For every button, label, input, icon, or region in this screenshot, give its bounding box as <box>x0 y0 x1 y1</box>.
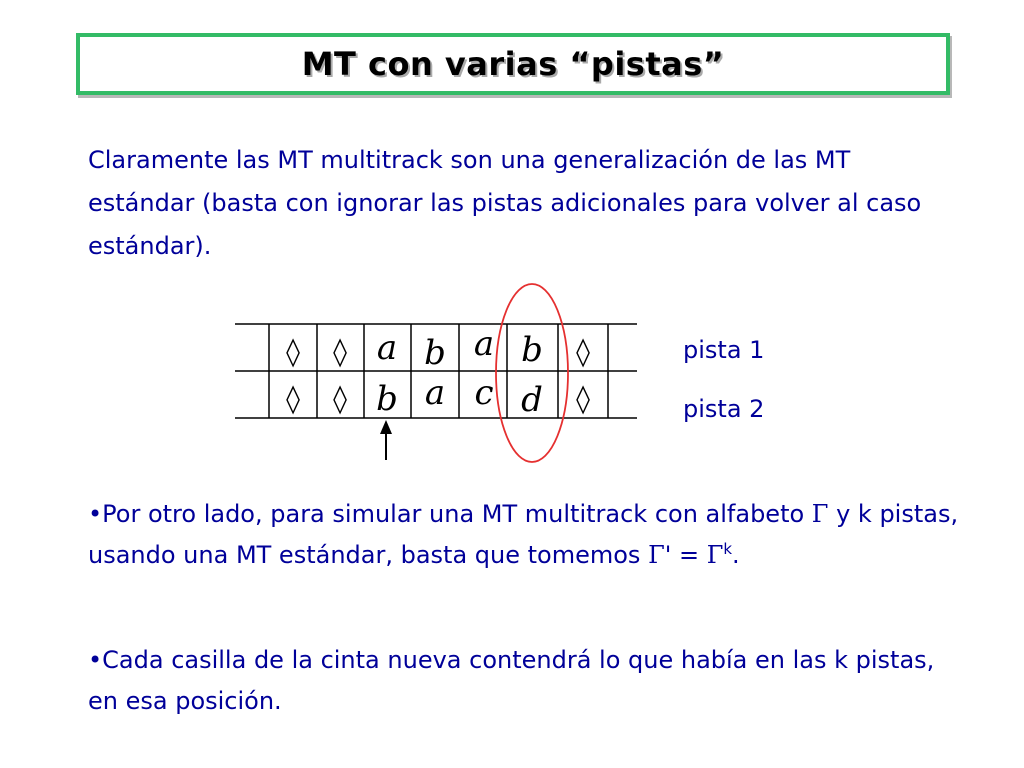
bullet1-text-b: y k pistas, usando una MT estándar, basta que tomemos <box>88 500 959 569</box>
track2-cell-7: ◊ <box>576 382 590 415</box>
bullet-simulation <box>88 494 968 576</box>
bullet1-end: . <box>732 541 740 569</box>
bullet1-text-a: •Por otro lado, para simular una MT multitrack con alfabeto <box>88 500 812 528</box>
track1-cell-5: a <box>473 324 495 364</box>
slide-title: MT con varias “pistas” <box>301 45 725 83</box>
track2-cell-3: b <box>376 379 398 419</box>
track2-label: pista 2 <box>683 395 765 423</box>
track1-cell-1: ◊ <box>286 335 300 368</box>
head-arrow-icon <box>380 420 392 460</box>
track1-cell-2: ◊ <box>333 335 347 368</box>
track2-cell-6: d <box>521 380 543 420</box>
exponent-k: k <box>723 540 733 558</box>
track1-cell-3: a <box>376 328 398 368</box>
gamma-k-symbol: Γ <box>706 541 724 569</box>
track1-cell-6: b <box>521 330 543 370</box>
track2-cell-1: ◊ <box>286 382 300 415</box>
track2-cell-2: ◊ <box>333 382 347 415</box>
track2-cell-5: c <box>474 373 494 413</box>
track1-label: pista 1 <box>683 336 765 364</box>
track1-cell-4: b <box>424 333 446 373</box>
bullet-cell-content: •Cada casilla de la cinta nueva contendrá lo que había en las k pistas, en esa posición. <box>88 646 935 715</box>
track1-cells <box>286 324 590 373</box>
intro-paragraph: Claramente las MT multitrack son una generalización de las MT estándar (basta con ignorar las pistas adicionales para volver al caso estándar). <box>88 146 922 260</box>
track2-cells <box>286 373 590 420</box>
track2-cell-4: a <box>424 373 446 413</box>
gamma-prime-symbol: Γ <box>648 541 665 569</box>
bullet1-equals: ' = <box>664 541 707 569</box>
track1-cell-7: ◊ <box>576 335 590 368</box>
gamma-symbol: Γ <box>811 500 829 528</box>
